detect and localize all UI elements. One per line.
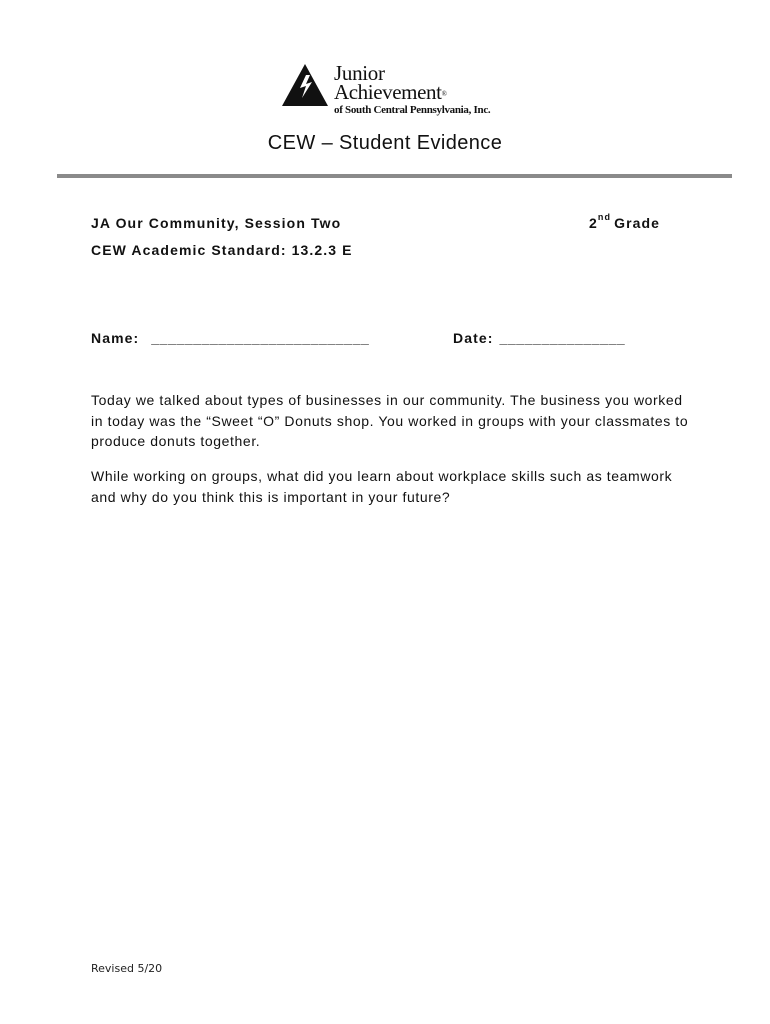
title-divider xyxy=(57,174,732,178)
name-blank-line[interactable]: __________________________ xyxy=(151,330,370,346)
logo-text-achievement: Achievement® xyxy=(334,80,447,104)
revision-note: Revised 5/20 xyxy=(91,962,163,975)
date-label: Date: xyxy=(453,330,494,346)
intro-paragraph: Today we talked about types of businesses in our community. The business you worked in today was the “Sweet “O” Donuts shop. You worked in groups with your classmates to produce donuts together. xyxy=(91,392,689,449)
date-blank-line[interactable]: _______________ xyxy=(499,330,626,346)
document-title: CEW – Student Evidence xyxy=(267,132,503,154)
name-field[interactable] xyxy=(91,330,369,346)
name-label: Name: xyxy=(91,330,140,346)
logo-text-region: of South Central Pennsylvania, Inc. xyxy=(334,104,491,116)
ja-triangle-icon xyxy=(282,64,328,108)
question-paragraph: While working on groups, what did you learn about workplace skills such as teamwork and why do you think this is important in your future? xyxy=(91,468,673,505)
junior-achievement-logo xyxy=(282,62,512,120)
date-field[interactable] xyxy=(453,330,625,346)
grade-label: 2nd Grade xyxy=(589,212,661,231)
logo-text-junior: Junior xyxy=(334,61,385,85)
session-label: JA Our Community, Session Two xyxy=(91,215,342,231)
academic-standard: CEW Academic Standard: 13.2.3 E xyxy=(91,242,353,258)
registered-mark: ® xyxy=(441,90,447,98)
